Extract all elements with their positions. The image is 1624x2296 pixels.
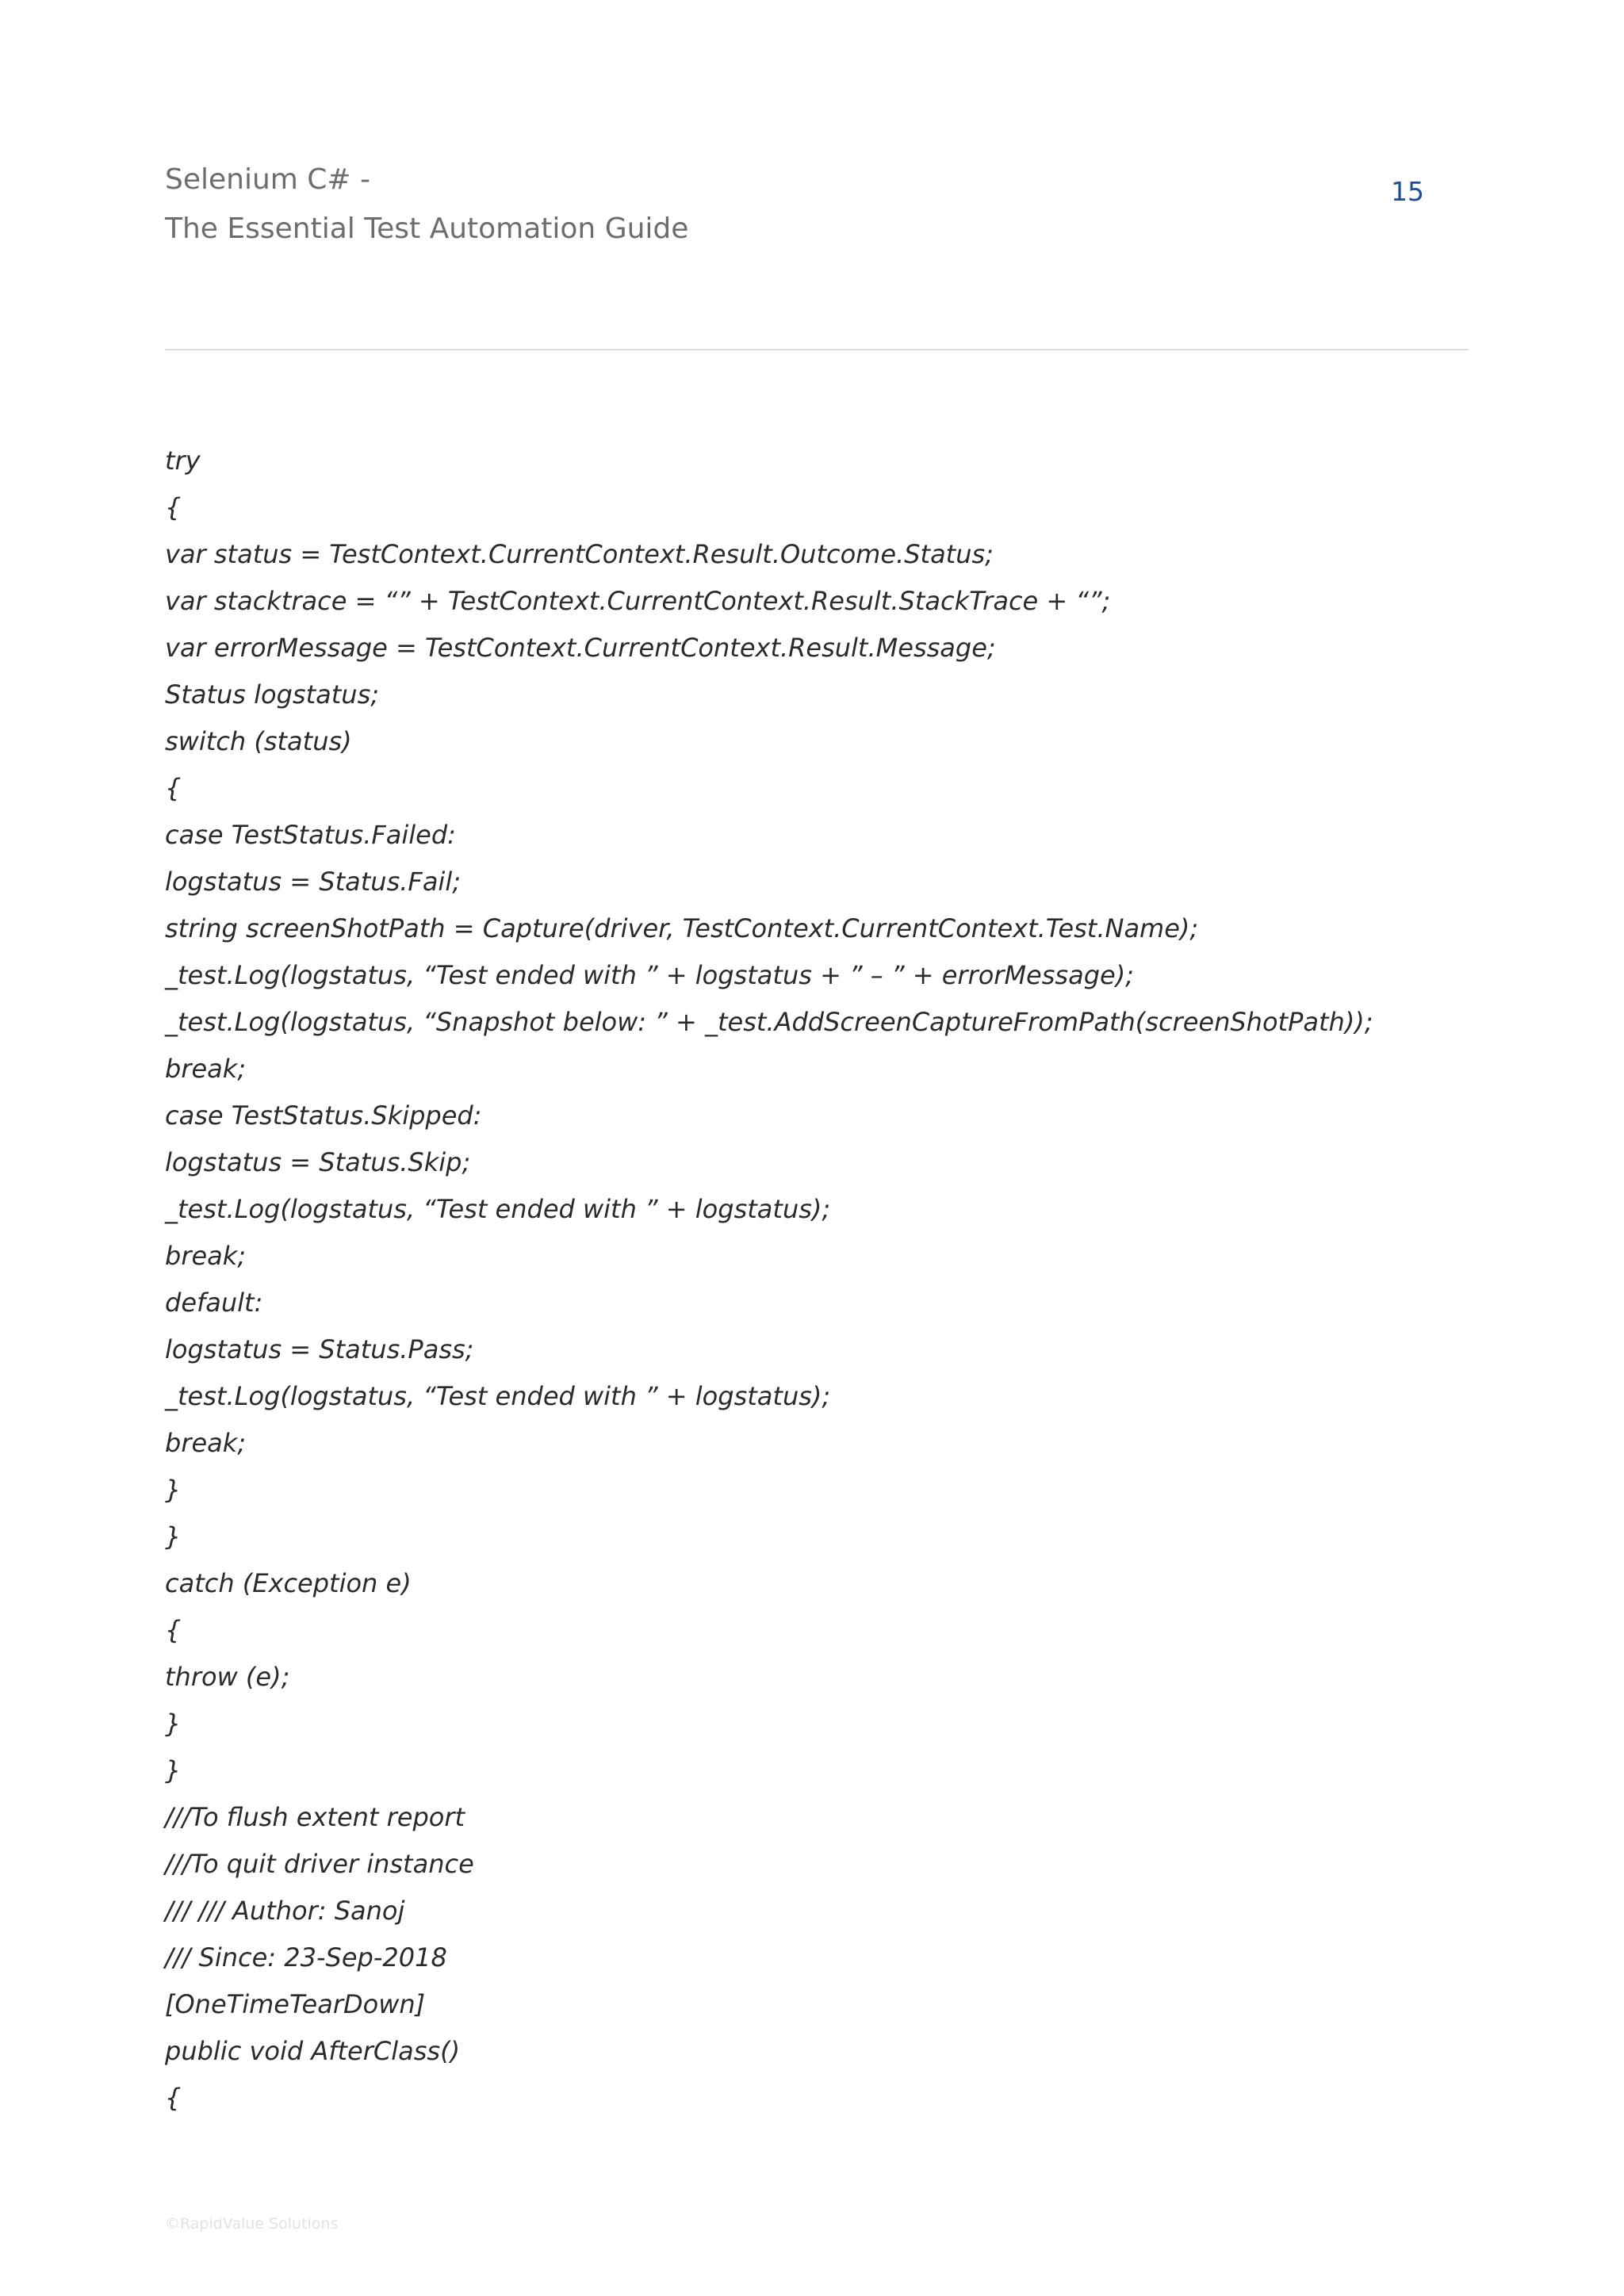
code-line: _test.Log(logstatus, “Test ended with ” + logstatus); [165, 1194, 831, 1224]
code-line: _test.Log(logstatus, “Test ended with ” + logstatus); [165, 1381, 831, 1411]
code-line: var stacktrace = “” + TestContext.CurrentContext.Result.StackTrace + “”; [165, 586, 1111, 616]
code-line: /// /// Author: Sanoj [165, 1896, 405, 1926]
code-line: logstatus = Status.Fail; [165, 867, 461, 897]
code-line: { [165, 492, 182, 522]
document-title-line-1: Selenium C# - [165, 163, 371, 196]
code-line: } [165, 1475, 182, 1505]
code-line: } [165, 1709, 182, 1739]
document-title-line-2: The Essential Test Automation Guide [165, 212, 689, 245]
code-line: _test.Log(logstatus, “Test ended with ” + logstatus + ” – ” + errorMessage); [165, 960, 1134, 990]
code-line: var status = TestContext.CurrentContext.Result.Outcome.Status; [165, 539, 994, 569]
code-line: /// Since: 23-Sep-2018 [165, 1942, 447, 1973]
code-line: ///To flush extent report [165, 1802, 465, 1832]
code-line: logstatus = Status.Pass; [165, 1334, 474, 1364]
code-listing [165, 438, 1529, 2122]
footer-copyright: ©RapidValue Solutions [165, 2215, 339, 2233]
header-divider [165, 349, 1469, 350]
code-line: _test.Log(logstatus, “Snapshot below: ” + _test.AddScreenCaptureFromPath(screenShotPath)); [165, 1007, 1373, 1037]
code-line: { [165, 2083, 182, 2113]
document-title [165, 155, 688, 254]
code-line: break; [165, 1054, 247, 1084]
code-line: [OneTimeTearDown] [165, 1989, 426, 2019]
code-line: } [165, 1521, 182, 1552]
code-line: default: [165, 1288, 263, 1318]
code-line: case TestStatus.Skipped: [165, 1100, 482, 1131]
code-line: try [165, 446, 201, 476]
page-number: 15 [1391, 176, 1424, 207]
code-line: logstatus = Status.Skip; [165, 1147, 471, 1177]
code-line: switch (status) [165, 726, 352, 756]
code-line: } [165, 1755, 182, 1785]
code-line: break; [165, 1241, 247, 1271]
code-line: ///To quit driver instance [165, 1849, 474, 1879]
code-line: break; [165, 1428, 247, 1458]
code-line: { [165, 773, 182, 803]
code-line: var errorMessage = TestContext.CurrentContext.Result.Message; [165, 633, 996, 663]
code-line: Status logstatus; [165, 679, 380, 710]
code-line: { [165, 1615, 182, 1645]
code-line: string screenShotPath = Capture(driver, TestContext.CurrentContext.Test.Name); [165, 913, 1199, 943]
code-line: case TestStatus.Failed: [165, 820, 456, 850]
code-line: public void AfterClass() [165, 2036, 461, 2066]
code-line: throw (e); [165, 1662, 290, 1692]
code-line: catch (Exception e) [165, 1568, 412, 1598]
